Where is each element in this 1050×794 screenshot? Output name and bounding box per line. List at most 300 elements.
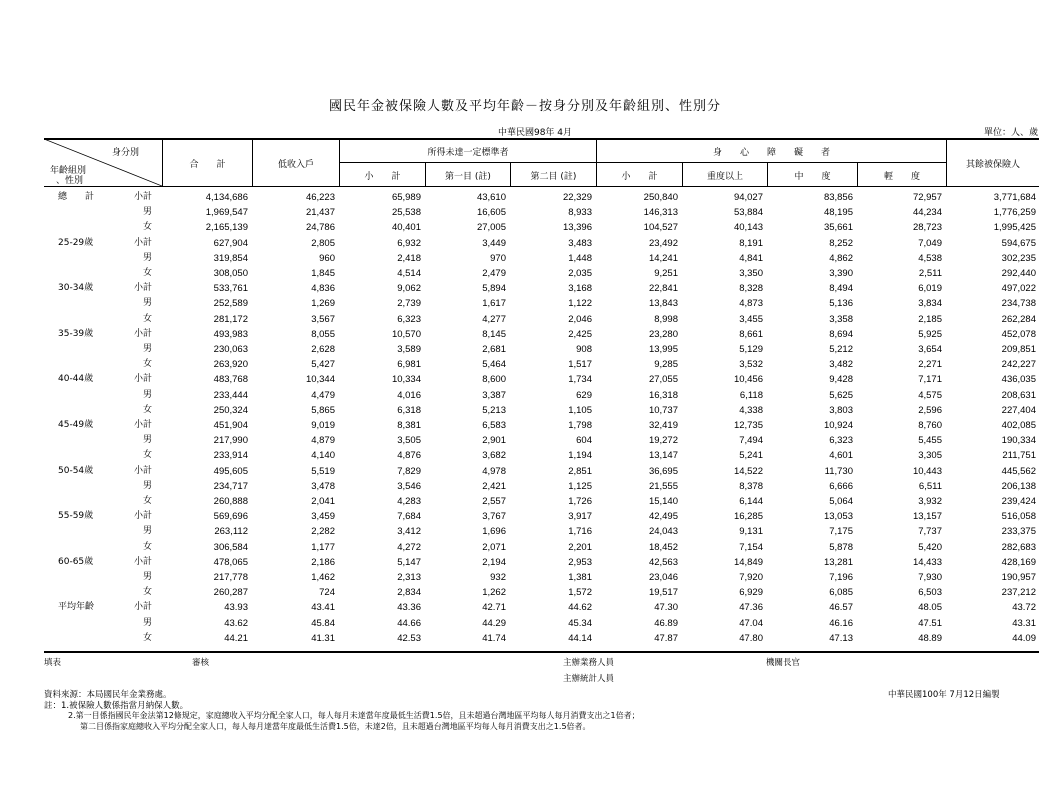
note-3: 第二目係指家庭總收入平均分配全家人口，每人每月達當年度最低生活費1.5倍，未達2倍，且未超過台灣地區平均每人每月消費支出之1.5倍者。 — [80, 722, 591, 731]
table-cell: 42.71 — [482, 602, 506, 614]
table-cell: 46,223 — [305, 192, 335, 203]
table-cell: 8,694 — [829, 328, 853, 340]
table-cell: 2,834 — [397, 587, 421, 599]
header-low-income: 低收入戶 — [277, 160, 314, 170]
table-cell: 1,798 — [568, 420, 592, 431]
table-cell: 94,027 — [733, 192, 763, 203]
header-disabled-subtotal: 小 計 — [621, 172, 658, 182]
row-sex-label: 男 — [142, 435, 152, 446]
table-cell: 6,932 — [397, 237, 421, 249]
table-cell: 319,854 — [213, 252, 248, 264]
table-cell: 5,064 — [829, 496, 853, 507]
table-cell: 6,323 — [397, 313, 421, 325]
table-cell: 4,277 — [482, 313, 506, 325]
table-cell: 263,112 — [214, 526, 248, 538]
table-cell: 9,251 — [654, 268, 678, 279]
header-disabled-mild: 輕 度 — [883, 172, 920, 182]
table-cell: 7,920 — [739, 572, 763, 583]
table-cell: 14,849 — [733, 556, 763, 568]
table-cell: 10,334 — [391, 374, 421, 386]
table-cell: 6,929 — [739, 587, 763, 599]
row-sex-label: 女 — [142, 359, 152, 370]
header-income-cat1: 第一目 (註) — [445, 172, 491, 182]
table-cell: 12,735 — [733, 420, 763, 431]
source-note: 資料來源：本局國民年金業務處。 — [44, 690, 172, 700]
table-cell: 3,654 — [918, 344, 942, 355]
table-cell: 6,144 — [739, 496, 763, 507]
table-cell: 1,262 — [482, 587, 506, 599]
table-cell: 41.31 — [311, 632, 335, 644]
table-cell: 6,318 — [397, 404, 421, 416]
header-income-subtotal: 小 計 — [364, 172, 401, 182]
table-cell: 3,449 — [482, 237, 506, 249]
row-sex-label: 女 — [142, 313, 152, 324]
note-2: 2.第一目係指國民年金法第12條規定，家庭總收入平均分配全家人口，每人每月未達當年度最低生活費1.5倍，且未超過台灣地區平均每人每月消費支出之1倍者； — [68, 711, 640, 720]
row-sex-label: 小計 — [133, 374, 152, 385]
table-cell: 2,185 — [918, 313, 942, 325]
table-cell: 3,483 — [568, 237, 592, 249]
table-cell: 10,737 — [648, 404, 678, 416]
table-cell: 8,145 — [482, 328, 506, 340]
table-cell: 3,387 — [482, 389, 506, 401]
table-cell: 48,195 — [823, 207, 853, 219]
table-cell: 239,424 — [1001, 496, 1036, 507]
row-sex-label: 男 — [142, 207, 152, 218]
table-cell: 9,062 — [397, 283, 421, 295]
table-cell: 8,381 — [397, 420, 421, 431]
table-cell: 2,479 — [482, 268, 506, 279]
table-cell: 2,628 — [311, 344, 335, 355]
note-1: 註：1.被保險人數係指當月納保人數。 — [44, 701, 189, 711]
row-age-group: 25-29歲 — [58, 237, 94, 248]
table-cell: 2,186 — [311, 556, 335, 568]
row-sex-label: 男 — [142, 344, 152, 354]
table-cell: 4,514 — [397, 268, 421, 279]
table-cell: 4,338 — [739, 404, 763, 416]
table-cell: 43.41 — [311, 602, 335, 614]
table-cell: 48.89 — [918, 632, 942, 644]
corner-bottom-label-1: 年齡組別 — [50, 166, 87, 176]
table-cell: 41.74 — [482, 632, 506, 644]
table-cell: 7,494 — [739, 435, 763, 447]
table-cell: 7,196 — [829, 572, 853, 583]
table-cell: 1,995,425 — [993, 222, 1036, 234]
table-cell: 45.34 — [568, 617, 592, 629]
table-cell: 3,168 — [568, 283, 592, 295]
table-cell: 5,464 — [482, 359, 506, 371]
table-cell: 1,194 — [568, 450, 592, 462]
table-cell: 2,805 — [311, 237, 335, 249]
row-age-group: 30-34歲 — [58, 283, 94, 294]
table-cell: 44.29 — [482, 617, 506, 629]
table-cell: 5,147 — [397, 556, 421, 568]
row-sex-label: 男 — [142, 617, 152, 628]
table-cell: 14,241 — [648, 252, 678, 264]
table-cell: 46.89 — [654, 617, 678, 629]
table-cell: 516,058 — [1001, 511, 1036, 523]
row-sex-label: 女 — [142, 541, 152, 552]
header-income-cat2: 第二目 (註) — [530, 172, 577, 182]
table-cell: 72,957 — [912, 192, 942, 203]
table-cell: 44.21 — [224, 632, 248, 644]
table-cell: 32,419 — [648, 420, 678, 431]
table-cell: 7,829 — [397, 465, 421, 477]
table-cell: 3,589 — [397, 344, 421, 355]
table-cell: 3,803 — [829, 404, 853, 416]
table-cell: 3,305 — [918, 450, 942, 462]
table-cell: 2,282 — [311, 526, 335, 538]
table-cell: 1,572 — [568, 587, 592, 599]
table-cell: 3,390 — [829, 268, 853, 279]
table-cell: 970 — [490, 252, 506, 264]
table-cell: 5,213 — [482, 404, 506, 416]
table-cell: 306,584 — [213, 541, 248, 553]
table-cell: 9,428 — [829, 374, 853, 386]
table-cell: 7,737 — [918, 526, 942, 538]
agency-head-label: 機關長官 — [766, 658, 801, 668]
table-cell: 2,271 — [918, 359, 942, 371]
business-staff-label: 主辦業務人員 — [563, 658, 615, 668]
table-cell: 35,661 — [823, 222, 853, 234]
table-cell: 2,165,139 — [205, 222, 248, 234]
table-cell: 960 — [319, 252, 335, 264]
row-sex-label: 女 — [142, 404, 152, 415]
table-cell: 4,978 — [482, 465, 506, 477]
table-cell: 233,914 — [213, 450, 248, 462]
table-cell: 104,527 — [643, 222, 678, 234]
table-cell: 7,930 — [918, 572, 942, 583]
table-cell: 16,605 — [476, 207, 506, 219]
table-cell: 47.36 — [739, 602, 763, 614]
table-cell: 281,172 — [213, 313, 248, 325]
table-cell: 19,517 — [648, 587, 678, 599]
table-cell: 260,287 — [213, 587, 248, 599]
table-cell: 5,212 — [829, 344, 853, 355]
table-cell: 28,723 — [912, 222, 942, 234]
table-cell: 4,272 — [397, 541, 421, 553]
table-cell: 1,269 — [311, 298, 335, 310]
row-sex-label: 男 — [142, 480, 152, 491]
table-cell: 27,055 — [648, 374, 678, 386]
table-cell: 237,212 — [1001, 587, 1036, 599]
table-cell: 230,063 — [213, 344, 248, 355]
table-cell: 250,324 — [213, 404, 248, 416]
table-cell: 44.62 — [568, 602, 592, 614]
table-cell: 40,401 — [391, 222, 421, 234]
corner-bottom-label-2: 、性別 — [56, 176, 84, 186]
table-cell: 14,433 — [912, 556, 942, 568]
table-cell: 10,443 — [912, 465, 942, 477]
row-sex-label: 女 — [142, 587, 152, 598]
table-cell: 1,122 — [568, 298, 592, 310]
row-sex-label: 女 — [142, 222, 152, 233]
table-cell: 1,696 — [482, 526, 506, 538]
table-cell: 65,989 — [391, 192, 421, 203]
table-cell: 23,492 — [648, 237, 678, 249]
header-disabled-severe: 重度以上 — [706, 172, 743, 182]
report-period: 中華民國98年 4月 — [497, 128, 573, 138]
table-cell: 2,511 — [918, 268, 942, 279]
table-cell: 44.14 — [568, 632, 592, 644]
table-cell: 2,035 — [568, 268, 592, 279]
table-cell: 1,734 — [568, 374, 592, 386]
table-cell: 43.62 — [224, 617, 248, 629]
header-disabled-group: 身 心 障 礙 者 — [712, 148, 830, 158]
table-cell: 146,313 — [643, 207, 678, 219]
table-cell: 594,675 — [1001, 237, 1036, 249]
table-cell: 8,191 — [739, 237, 763, 249]
header-others: 其餘被保險人 — [965, 160, 1020, 170]
table-cell: 19,272 — [648, 435, 678, 447]
table-cell: 1,125 — [568, 480, 592, 492]
table-cell: 234,717 — [213, 480, 248, 492]
row-sex-label: 男 — [142, 572, 152, 582]
table-cell: 9,019 — [311, 420, 335, 431]
table-cell: 8,494 — [829, 283, 853, 295]
table-cell: 3,455 — [739, 313, 763, 325]
table-cell: 2,313 — [397, 572, 421, 583]
table-cell: 3,917 — [568, 511, 592, 523]
table-cell: 190,334 — [1001, 435, 1036, 447]
row-age-group: 60-65歲 — [58, 556, 94, 567]
table-cell: 2,953 — [568, 556, 592, 568]
table-cell: 10,456 — [733, 374, 763, 386]
table-cell: 2,557 — [482, 496, 506, 507]
corner-top-label: 身分別 — [112, 148, 140, 158]
table-cell: 11,730 — [824, 465, 853, 477]
table-cell: 13,396 — [562, 222, 592, 234]
table-cell: 14,522 — [733, 465, 763, 477]
table-cell: 227,404 — [1001, 404, 1036, 416]
table-cell: 13,147 — [648, 450, 678, 462]
table-cell: 5,427 — [311, 359, 335, 371]
table-cell: 10,570 — [391, 328, 421, 340]
table-cell: 27,005 — [476, 222, 506, 234]
table-cell: 7,154 — [739, 541, 763, 553]
row-sex-label: 女 — [142, 268, 152, 278]
table-cell: 1,845 — [311, 268, 335, 279]
table-cell: 3,505 — [397, 435, 421, 447]
table-cell: 2,851 — [568, 465, 592, 477]
table-cell: 13,281 — [823, 556, 853, 568]
table-cell: 6,503 — [918, 587, 942, 599]
table-cell: 1,517 — [568, 359, 592, 371]
table-cell: 6,981 — [397, 359, 421, 371]
table-cell: 292,440 — [1001, 268, 1036, 279]
table-cell: 22,841 — [648, 283, 678, 295]
table-cell: 4,575 — [918, 389, 942, 401]
table-cell: 2,194 — [482, 556, 506, 568]
table-cell: 242,227 — [1001, 359, 1036, 371]
table-cell: 10,924 — [823, 420, 853, 431]
row-age-group: 40-44歲 — [58, 374, 94, 385]
table-cell: 83,856 — [823, 192, 853, 203]
table-cell: 1,716 — [568, 526, 592, 538]
table-cell: 25,538 — [391, 207, 421, 219]
table-cell: 5,625 — [829, 389, 853, 401]
table-cell: 5,241 — [739, 450, 763, 462]
table-cell: 8,600 — [482, 374, 506, 386]
fill-table-label: 填表 — [44, 658, 62, 668]
table-cell: 1,617 — [482, 298, 506, 310]
table-cell: 47.87 — [654, 632, 678, 644]
table-cell: 24,786 — [305, 222, 335, 234]
table-cell: 2,046 — [568, 313, 592, 325]
stats-staff-label: 主辦統計人員 — [563, 674, 615, 684]
row-sex-label: 女 — [142, 496, 152, 506]
table-cell: 233,375 — [1001, 526, 1036, 538]
table-cell: 6,666 — [829, 480, 853, 492]
table-cell: 44.66 — [397, 617, 421, 629]
table-cell: 53,884 — [733, 207, 763, 219]
table-cell: 3,412 — [397, 526, 421, 538]
table-cell: 5,925 — [918, 328, 942, 340]
table-cell: 208,631 — [1001, 389, 1036, 401]
table-cell: 483,768 — [213, 374, 248, 386]
table-cell: 206,138 — [1001, 480, 1036, 492]
table-cell: 8,760 — [918, 420, 942, 431]
table-cell: 478,065 — [213, 556, 248, 568]
row-sex-label: 小計 — [133, 420, 152, 430]
table-cell: 4,841 — [739, 252, 763, 264]
table-cell: 308,050 — [213, 268, 248, 279]
row-sex-label: 女 — [142, 632, 152, 643]
table-cell: 6,019 — [918, 283, 942, 295]
table-cell: 263,920 — [213, 359, 248, 371]
table-cell: 234,738 — [1001, 298, 1036, 310]
row-sex-label: 男 — [142, 389, 152, 400]
table-cell: 13,843 — [648, 298, 678, 310]
table-cell: 48.05 — [918, 602, 942, 614]
table-cell: 2,201 — [568, 541, 592, 553]
table-cell: 43.36 — [397, 602, 421, 614]
table-cell: 260,888 — [213, 496, 248, 507]
table-cell: 252,589 — [213, 298, 248, 310]
table-cell: 4,876 — [397, 450, 421, 462]
table-cell: 47.04 — [739, 617, 763, 629]
row-sex-label: 女 — [142, 450, 152, 461]
table-cell: 9,131 — [739, 526, 763, 538]
header-income-group: 所得未達一定標準者 — [427, 148, 509, 158]
table-cell: 47.30 — [654, 602, 678, 614]
table-cell: 282,683 — [1001, 541, 1036, 553]
table-cell: 211,751 — [1002, 450, 1036, 462]
table-cell: 2,425 — [568, 328, 592, 340]
table-cell: 8,998 — [654, 313, 678, 325]
row-age-group: 45-49歲 — [58, 420, 94, 430]
table-cell: 495,605 — [213, 465, 248, 477]
table-cell: 3,682 — [482, 450, 506, 462]
table-cell: 4,836 — [311, 283, 335, 295]
row-sex-label: 小計 — [133, 602, 152, 613]
table-cell: 8,252 — [829, 237, 853, 249]
row-sex-label: 小計 — [133, 192, 152, 202]
table-cell: 8,055 — [311, 328, 335, 340]
table-cell: 402,085 — [1001, 420, 1036, 431]
table-cell: 445,562 — [1001, 465, 1036, 477]
table-cell: 436,035 — [1001, 374, 1036, 386]
review-label: 審核 — [192, 658, 210, 668]
table-cell: 42.53 — [397, 632, 421, 644]
table-cell: 5,894 — [482, 283, 506, 295]
table-cell: 4,873 — [739, 298, 763, 310]
table-cell: 4,016 — [397, 389, 421, 401]
table-cell: 4,538 — [918, 252, 942, 264]
table-bottom-rule — [44, 651, 1039, 653]
table-cell: 2,041 — [311, 496, 335, 507]
table-cell: 15,140 — [648, 496, 678, 507]
table-cell: 47.51 — [918, 617, 942, 629]
table-cell: 8,378 — [739, 480, 763, 492]
row-sex-label: 小計 — [133, 283, 152, 294]
table-cell: 3,350 — [739, 268, 763, 279]
table-cell: 5,420 — [918, 541, 942, 553]
table-cell: 7,684 — [397, 511, 421, 523]
table-cell: 7,175 — [829, 526, 853, 538]
row-sex-label: 小計 — [133, 328, 152, 339]
row-sex-label: 小計 — [133, 237, 152, 248]
table-cell: 217,778 — [213, 572, 248, 583]
table-cell: 22,329 — [562, 192, 592, 203]
table-cell: 44,234 — [912, 207, 942, 219]
table-cell: 302,235 — [1001, 252, 1036, 264]
table-cell: 46.16 — [829, 617, 853, 629]
table-cell: 452,078 — [1001, 328, 1036, 340]
table-cell: 1,776,259 — [993, 207, 1036, 219]
table-cell: 4,283 — [397, 496, 421, 507]
table-cell: 43.72 — [1012, 602, 1036, 614]
table-cell: 8,933 — [568, 207, 592, 219]
table-cell: 250,840 — [643, 192, 678, 203]
table-cell: 4,601 — [829, 450, 853, 462]
table-cell: 3,478 — [311, 480, 335, 492]
table-cell: 7,049 — [918, 237, 942, 249]
table-cell: 3,834 — [918, 298, 942, 310]
table-cell: 233,444 — [213, 389, 248, 401]
table-cell: 1,381 — [568, 572, 592, 583]
table-cell: 1,177 — [311, 541, 335, 553]
table-cell: 2,071 — [482, 541, 506, 553]
table-cell: 45.84 — [311, 617, 335, 629]
table-cell: 209,851 — [1001, 344, 1036, 355]
table-cell: 5,455 — [918, 435, 942, 447]
table-cell: 629 — [576, 389, 592, 401]
table-cell: 1,726 — [568, 496, 592, 507]
table-cell: 2,596 — [918, 404, 942, 416]
table-cell: 9,285 — [654, 359, 678, 371]
table-cell: 4,879 — [311, 435, 335, 447]
table-cell: 604 — [576, 435, 592, 447]
table-cell: 40,143 — [733, 222, 763, 234]
table-cell: 13,157 — [912, 511, 942, 523]
table-cell: 4,862 — [829, 252, 853, 264]
table-cell: 4,140 — [311, 450, 335, 462]
table-cell: 627,904 — [213, 237, 248, 249]
table-cell: 43.93 — [224, 602, 248, 614]
table-cell: 13,053 — [823, 511, 853, 523]
table-cell: 36,695 — [648, 465, 678, 477]
table-cell: 42,495 — [648, 511, 678, 523]
row-sex-label: 小計 — [133, 511, 152, 522]
table-cell: 5,519 — [311, 465, 335, 477]
table-cell: 2,739 — [397, 298, 421, 310]
row-age-group: 總 計 — [58, 192, 95, 202]
table-cell: 43.31 — [1012, 617, 1036, 629]
table-cell: 5,878 — [829, 541, 853, 553]
page-title: 國民年金被保險人數及平均年齡－按身分別及年齡組別、性別分 — [328, 99, 721, 114]
row-age-group: 55-59歲 — [58, 511, 94, 522]
table-cell: 3,459 — [311, 511, 335, 523]
